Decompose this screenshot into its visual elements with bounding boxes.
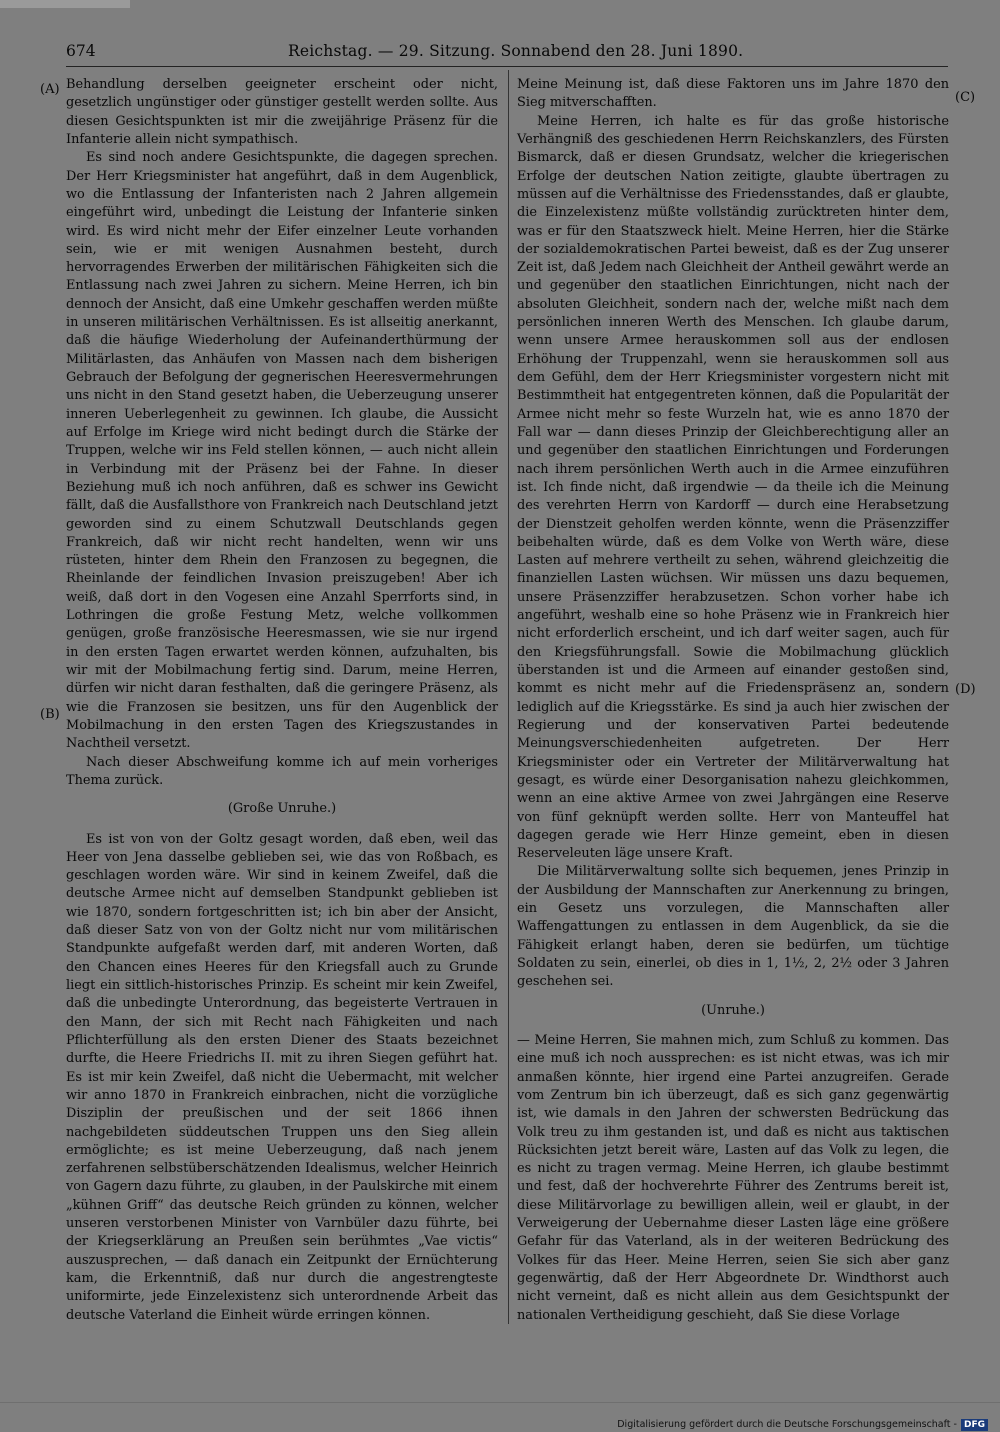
- header-rule: [66, 66, 948, 67]
- page-number: 674: [66, 42, 96, 60]
- right-column: [517, 76, 949, 1325]
- left-paragraph-1: Behandlung derselben geeigneter erscheint oder nicht, gesetzlich ungünstiger oder günstiger gestellt werden sollte. Aus diesen Gesichtspunkten ist mir die zweijährige Präsenz für die Infanterie allein nicht sympathisch.: [66, 77, 498, 147]
- left-paragraph-2: Es sind noch andere Gesichtspunkte, die dagegen sprechen. Der Herr Kriegsminister hat angeführt, daß in dem Augenblick, wo die Entlassung der Infanteristen nach 2 Jahren allgemein eingeführt wird, unbedingt die Leistung der Infanterie sinken wird. Es wird nicht mehr der Eifer einzelner Leute vorhanden sein, wie er mit wenigen Ausnahmen besteht, durch hervorragendes Erwerben der militärischen Fähigkeiten sich die Entlassung nach zwei Jahren zu sichern. Meine Herren, ich bin dennoch der Ansicht, daß eine Umkehr geschaffen werden müßte in unseren militärischen Verhältnissen. Es ist allseitig anerkannt, daß die häufige Wiederholung der Aufeinanderthürmung der Militärlasten, das Anhäufen von Massen nach dem bisherigen Gebrauch der Befolgung der gegnerischen Heeresvermehrungen uns nicht in den Stand gesetzt haben, die Ueberzeugung unserer inneren Ueberlegenheit zu gewinnen. Ich glaube, die Aussicht auf Erfolge im Kriege wird nicht bedingt durch die Stärke der Truppen, welche wir ins Feld stellen können, — auch nicht allein in Verbindung mit der Präsenz bei der Fahne. In dieser Beziehung muß ich noch anführen, daß es schwer ins Gewicht fällt, daß die Ausfallsthore von Frankreich nach Deutschland jetzt geworden sind zu einem Schutzwall Deutschlands gegen Frankreich, daß wir nicht recht handelten, wenn wir uns rüsteten, hinter dem Rhein den Franzosen zu begegnen, die Rheinlande der feindlichen Invasion preiszugeben! Aber ich weiß, daß dort in den Vogesen eine Anzahl Sperrforts sind, in Lothringen die große Festung Metz, welche vollkommen genügen, große französische Heeresmassen, wie sie nur irgend in den ersten Tagen erwartet werden können, aufzuhalten, bis wir mit der Mobilmachung fertig sind. Darum, meine Herren, dürfen wir nicht daran festhalten, daß die geringere Präsenz, als wie die Franzosen sie besitzen, uns für den Augenblick der Mobilmachung in den ersten Tagen des Kriegszustandes in Nachtheil versetzt.: [66, 150, 498, 752]
- column-divider: [508, 70, 509, 1324]
- page-footer: [617, 1418, 988, 1432]
- dfg-logo: DFG: [961, 1419, 988, 1431]
- right-paragraph-2: Meine Herren, ich halte es für das große historische Verhängniß des geschiedenen Herrn Reichskanzlers, des Fürsten Bismarck, daß er diesen Grundsatz, welcher die kriegerischen Erfolge der deutschen Nation zeitigte, glaubte übertragen zu müssen auf die Verhältnisse des Friedensstandes, daß er glaubte, die Einzelexistenz müßte vollständig zurücktreten hinter dem, was er für den Staatszweck hielt. Meine Herren, hier die Stärke der sozialdemokratischen Partei beweist, daß es der Zug unserer Zeit ist, daß Jedem nach Gleichheit der Antheil gewährt werde an und gegenüber den staatlichen Einrichtungen, nicht nach der absoluten Gleichheit, sondern nach der, welche mißt nach dem persönlichen inneren Werth des Menschen. Ich glaube darum, wenn unsere Armee herauskommen soll aus der endlosen Erhöhung der Truppenzahl, wenn sie herauskommen soll aus dem Gefühl, dem der Herr Kriegsminister vorgestern nicht mit Bestimmtheit hat entgegentreten können, daß die Popularität der Armee nicht mehr so feste Wurzeln hat, wie es anno 1870 der Fall war — dann dieses Prinzip der Gleichberechtigung aller an und gegenüber den staatlichen Einrichtungen und Forderungen nach ihrem persönlichen Werth auch in die Armee einzuführen ist. Ich finde nicht, daß irgendwie — da theile ich die Meinung des verehrten Herrn von Kardorff — durch eine Herabsetzung der Dienstzeit geholfen werden könnte, wenn die Präsenzziffer beibehalten würde, daß es dem Volke von Werth wäre, diese Lasten auf mehrere vertheilt zu sehen, während gleichzeitig die finanziellen Lasten wüchsen. Wir müssen uns dazu bequemen, unsere Präsenzziffer herabzusetzen. Schon vorher habe ich angeführt, weshalb eine so hohe Präsenz wie in Frankreich hier nicht erforderlich erscheint, und ich darf weiter sagen, auch für den Kriegsführungsfall. Sowie die Mobilmachung glücklich überstanden ist und die Armeen auf einander gestoßen sind, kommt es nicht mehr auf die Friedenspräsenz an, sondern lediglich auf die Kriegsstärke. Es sind ja auch hier zwischen der Regierung und der konservativen Partei bedeutende Meinungsverschiedenheiten aufgetreten. Der Herr Kriegsminister oder ein Vertreter der Militärverwaltung hat gesagt, es würde einer Desorganisation nahezu gleichkommen, wenn an eine aktive Armee von zwei Jahrgängen eine Reserve von fünf geknüpft werden sollte. Herr von Manteuffel hat dagegen gerade wie Herr Hinze gemeint, eben in diesen Reserveleuten läge unsere Kraft.: [517, 113, 949, 862]
- footer-rule: [0, 1402, 1000, 1403]
- left-paragraph-4: Es ist von von der Goltz gesagt worden, daß eben, weil das Heer von Jena dasselbe geblieben sei, wie das von Roßbach, es geschlagen worden wäre. Wir sind in keinem Zweifel, daß die deutsche Armee nicht auf demselben Standpunkt geblieben ist wie 1870, sondern fortgeschritten ist; ich bin aber der Ansicht, daß dieser Satz von von der Goltz nicht nur vom militärischen Standpunkte aufgefaßt werden darf, mit anderen Worten, daß den Chancen eines Heeres für den Kriegsfall auch zu Grunde liegt ein sittlich-historisches Prinzip. Es scheint mir kein Zweifel, daß die unbedingte Unterordnung, das begeisterte Vertrauen in den Mann, der sich mit Recht nach Fähigkeiten und nach Pflichterfüllung als den ersten Diener des Staats bezeichnet durfte, die Heere Friedrichs II. mit zu ihren Siegen geführt hat. Es ist mir kein Zweifel, daß nicht die Uebermacht, mit welcher wir anno 1870 in Frankreich einbrachen, nicht die vorzügliche Disziplin der preußischen und der seit 1866 ihnen nachgebildeten süddeutschen Truppen uns den Sieg allein ermöglichte; es ist meine Ueberzeugung, daß nach jenem zerfahrenen selbstüberschätzenden Idealismus, welcher Heinrich von Gagern dazu führte, zu glauben, in der Paulskirche mit einem „kühnen Griff“ das deutsche Reich gründen zu können, welcher unseren verstorbenen Minister von Varnbüler dazu führte, bei der Kriegserklärung an Preußen sein berühmtes „Vae victis“ auszusprechen, — daß danach ein Zeitpunkt der Ernüchterung kam, die Erkenntniß, daß nur durch die angestrengteste uniformirte, jede Einzelexistenz sich unterordnende Arbeit das deutsche Vaterland die Einheit würde erringen können.: [66, 831, 498, 1323]
- right-interjection: (Unruhe.): [701, 1002, 765, 1018]
- running-head: Reichstag. — 29. Sitzung. Sonnabend den 28. Juni 1890.: [288, 42, 744, 60]
- left-column: [66, 76, 498, 1325]
- right-paragraph-1: Meine Meinung ist, daß diese Faktoren uns im Jahre 1870 den Sieg mitverschafften.: [517, 77, 949, 111]
- margin-marker-a: (A): [40, 82, 60, 97]
- left-interjection: (Große Unruhe.): [227, 801, 337, 817]
- margin-marker-c: (C): [955, 90, 976, 105]
- scan-edge: [0, 0, 130, 8]
- left-paragraph-3: Nach dieser Abschweifung komme ich auf mein vorheriges Thema zurück.: [66, 754, 498, 788]
- page-header: [66, 38, 948, 64]
- margin-marker-d: (D): [955, 682, 976, 697]
- digitization-credit: Digitalisierung gefördert durch die Deutsche Forschungsgemeinschaft -: [617, 1419, 957, 1430]
- right-paragraph-3: Die Militärverwaltung sollte sich bequemen, jenes Prinzip in der Ausbildung der Mannschaften zur Anerkennung zu bringen, ein Gesetz uns vorzulegen, die Mannschaften aller Waffengattungen zu entlassen in dem Augenblick, da sie die Fähigkeit erlangt haben, deren sie bedürfen, um tüchtige Soldaten zu sein, einerlei, ob dies in 1, 1½, 2, 2½ oder 3 Jahren geschehen sei.: [517, 864, 949, 990]
- margin-marker-b: (B): [40, 707, 60, 722]
- right-paragraph-4: — Meine Herren, Sie mahnen mich, zum Schluß zu kommen. Das eine muß ich noch aussprechen: es ist nicht etwas, was ich mir anmaßen könnte, hier irgend eine Partei anzugreifen. Gerade vom Zentrum bin ich überzeugt, daß es sich ganz gegenwärtig ist, wie damals in den Jahren der schwersten Bedrückung das Volk treu zu ihm gestanden ist, und daß es nicht aus taktischen Rücksichten jetzt bereit wäre, Lasten auf das Volk zu legen, die es nicht zu tragen vermag. Meine Herren, ich glaube bestimmt und fest, daß der hochverehrte Führer des Zentrums bereit ist, diese Militärvorlage zu bewilligen allein, weil er glaubt, in der Verweigerung der Uebernahme dieser Lasten läge eine größere Gefahr für das Vaterland, als in der weiteren Bedrückung des Volkes für das Heer. Meine Herren, seien Sie sich aber ganz gegenwärtig, daß der Herr Abgeordnete Dr. Windthorst auch nicht verneint, daß es nicht allein aus dem Gesichtspunkt der nationalen Vertheidigung geschieht, daß Sie diese Vorlage: [517, 1032, 949, 1323]
